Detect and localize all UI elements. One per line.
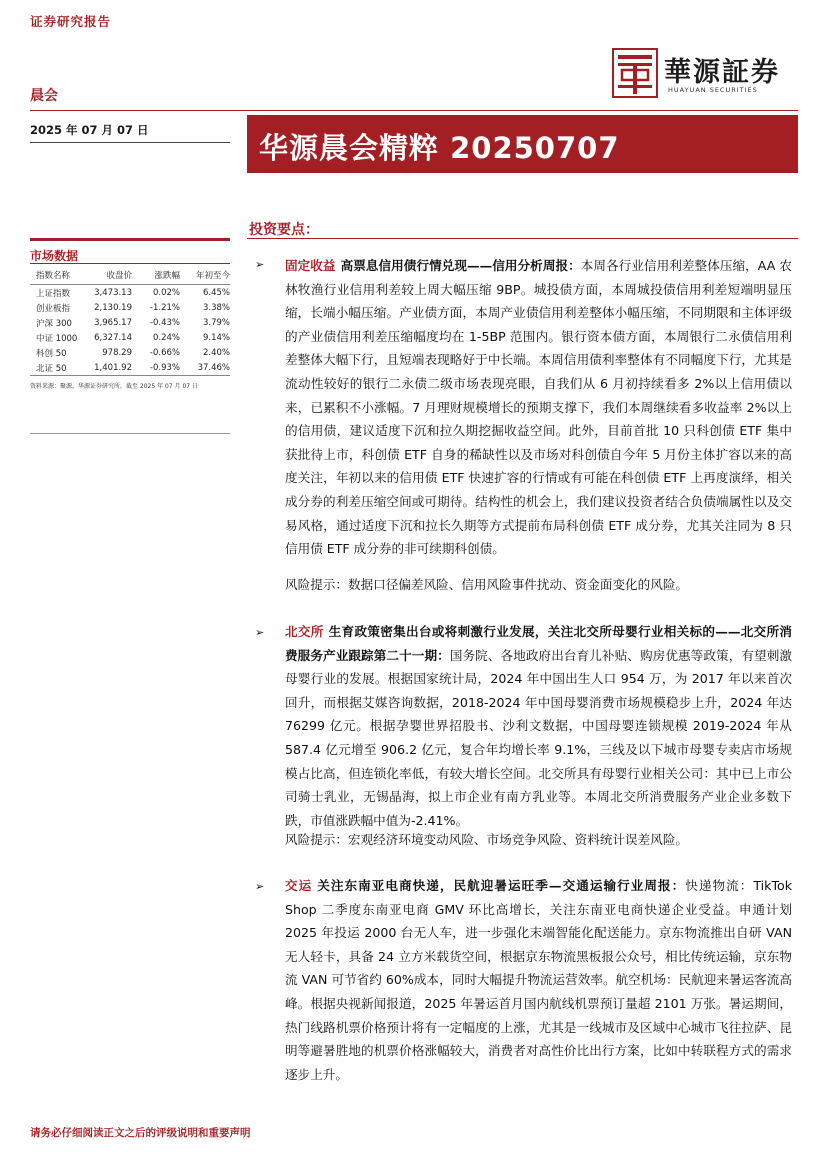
logo-english-name: HUAYUAN SECURITIES	[668, 86, 758, 94]
change-pct: -0.43%	[149, 317, 180, 328]
arrow-bullet-icon: ➢	[255, 626, 265, 639]
index-name: 创业板指	[36, 303, 71, 314]
market-data-source: 资料来源：聚源，华源证券研究所，截至 2025 年 07 月 07 日	[30, 383, 198, 390]
logo-mark-icon	[612, 48, 658, 98]
header-divider	[30, 110, 798, 111]
table-row	[30, 300, 230, 315]
title-banner	[247, 115, 798, 173]
page-title: 华源晨会精粹 20250707	[259, 131, 620, 165]
section-divider	[247, 238, 798, 239]
ytd-change: 3.38%	[202, 302, 230, 313]
index-name: 中证 1000	[36, 333, 78, 344]
company-logo	[612, 48, 798, 100]
item-body: 本周各行业信用利差整体压缩，AA 农林牧渔行业信用利差较上周大幅压缩 9BP。城投债方面，本周城投债信用利差短端明显压缩，长端小幅压缩。产业债方面，本周产业债信用利差整体小幅压缩，不同期限和主体评级的产业债信用利差压缩幅度均在 1-5BP 范围内。银行资本债方面，本周银行二永债信用利差整体大幅下行，且短端表现略好于中长端。本周信用债利率整体有不同幅度下行，尤其是流动性较好的银行二永债二级市场表现亮眼，自我们从 6 月初持续看多 2%以上信用债以来，已累积不小涨幅。7 月理财规模增长的预期支撑下，我们本周继续看多收益率 2%以上的信用债，建议适度下沉和拉久期挖掘收益空间。此外，目前首批 10 只科创债 ETF 集中获批待上市，科创债 ETF 自身的稀缺性以及市场对科创债自今年 5 月份主体扩容以来的高度关注，年初以来的信用债 ETF 快速扩容的行情或有可能在科创债 ETF 上再度演绎，相关成分券的利差压缩空间或可期待。结构性的机会上，我们建议投资者结合负债端属性以及交易风格，通过适度下沉和拉长久期等方式提前布局科创债 ETF 成分券，尤其关注同为 8 只信用债 ETF 成分券的非可续期科创债。	[285, 258, 793, 557]
item-body: 快递物流：TikTok Shop 二季度东南亚电商 GMV 环比高增长，关注东南亚电商快递企业受益。申通计划 2025 年投运 2000 台无人车，进一步强化末端智能化配送能力。京东物流推出自研 VAN 无人轻卡，具备 24 立方米载货空间，根据京东物流黑板报公众号，相比传统运输，京东物流 VAN 可节省约 60%成本，同时大幅提升物流运营效率。航空机场：民航迎来暑运客流高峰。根据央视新闻报道，2025 年暑运首月国内航线机票预订量超 2101 万张。暑运期间，热门线路机票价格预计将有一定幅度的上涨，尤其是一线城市及区域中心城市飞往拉萨、昆明等避暑胜地的机票价格涨幅较大，消费者对高性价比出行方案，比如中转联程方式的需求逐步上升。	[285, 878, 793, 1082]
ytd-change: 37.46%	[180, 360, 230, 376]
index-name: 沪深 300	[36, 318, 72, 329]
arrow-bullet-icon: ➢	[255, 258, 265, 271]
table-row	[30, 345, 230, 360]
column-header: 收盘价	[84, 266, 132, 285]
table-row	[30, 315, 230, 330]
close-price: 6,327.14	[94, 332, 132, 343]
change-pct: 0.02%	[152, 287, 180, 298]
item-tag: 固定收益	[285, 258, 336, 273]
item-headline: 高票息信用债行情兑现——信用分析周报：	[340, 258, 581, 273]
section-title: 投资要点：	[249, 222, 319, 238]
change-pct: 0.24%	[152, 332, 180, 343]
item-tag: 北交所	[285, 624, 324, 639]
market-data-title-rule	[30, 263, 230, 264]
column-header: 年初至今	[180, 266, 230, 285]
index-name: 上证指数	[36, 288, 71, 299]
ytd-change: 2.40%	[202, 347, 230, 358]
table-row	[30, 360, 230, 376]
item-headline: 生育政策密集出台或将刺激行业发展，关注北交所母婴行业相关标的——北交所消费服务产业跟踪第二十一期：	[285, 624, 793, 663]
index-name: 科创 50	[36, 348, 67, 359]
market-data-table	[30, 266, 230, 376]
ytd-change: 3.79%	[202, 317, 230, 328]
summary-item-transport	[285, 874, 792, 1086]
report-date: 2025 年 07 月 07 日	[30, 123, 149, 137]
column-header: 指数名称	[30, 266, 84, 285]
change-pct: -0.66%	[149, 347, 180, 358]
table-row	[30, 330, 230, 345]
close-price: 3,965.17	[94, 317, 132, 328]
sidebar-end-rule	[30, 433, 230, 434]
index-name: 北证 50	[30, 360, 84, 376]
report-category: 晨会	[30, 88, 58, 104]
ytd-change: 6.45%	[202, 287, 230, 298]
disclaimer-footer: 请务必仔细阅读正文之后的评级说明和重要声明	[30, 1127, 251, 1139]
risk-note: 风险提示：数据口径偏差风险、信用风险事件扰动、资金面变化的风险。	[285, 577, 688, 592]
date-divider	[30, 142, 230, 143]
market-data-title: 市场数据	[30, 249, 79, 263]
market-data-top-rule	[30, 238, 230, 241]
summary-item-bse	[285, 620, 792, 832]
table-row	[30, 285, 230, 301]
close-price: 978.29	[102, 347, 132, 358]
ytd-change: 9.14%	[202, 332, 230, 343]
close-price: 3,473.13	[94, 287, 132, 298]
report-type-label: 证券研究报告	[30, 14, 112, 29]
summary-item-fixed-income	[285, 254, 792, 561]
close-price: 1,401.92	[84, 360, 132, 376]
item-tag: 交运	[285, 878, 313, 893]
change-pct: -0.93%	[132, 360, 180, 376]
close-price: 2,130.19	[94, 302, 132, 313]
logo-name: 華源証券	[664, 57, 780, 88]
arrow-bullet-icon: ➢	[255, 880, 265, 893]
column-header: 涨跌幅	[132, 266, 180, 285]
change-pct: -1.21%	[149, 302, 180, 313]
table-header-row	[30, 266, 230, 285]
item-body: 国务院、各地政府出台育儿补贴、购房优惠等政策，有望刺激母婴行业的发展。根据国家统计局，2024 年中国出生人口 954 万，为 2017 年以来首次回升，而根据艾媒咨询数据，2018-2024 年中国母婴消费市场规模稳步上升，2024 年达 76299 亿元。根据孕婴世界招股书、沙利文数据，中国母婴连锁规模 2019-2024 年从 587.4 亿元增至 906.2 亿元，复合年均增长率 9.1%，三线及以下城市母婴专卖店市场规模占比高，但连锁化率低，有较大增长空间。北交所具有母婴行业相关公司：其中已上市公司骑士乳业，无锡晶海，拟上市企业有南方乳业等。本周北交所消费服务产业企业多数下跌，市值涨跌幅中值为-2.41%。	[285, 647, 793, 828]
risk-note: 风险提示：宏观经济环境变动风险、市场竞争风险、资料统计误差风险。	[285, 832, 688, 847]
item-headline: 关注东南亚电商快递，民航迎暑运旺季—交通运输行业周报：	[317, 878, 686, 893]
